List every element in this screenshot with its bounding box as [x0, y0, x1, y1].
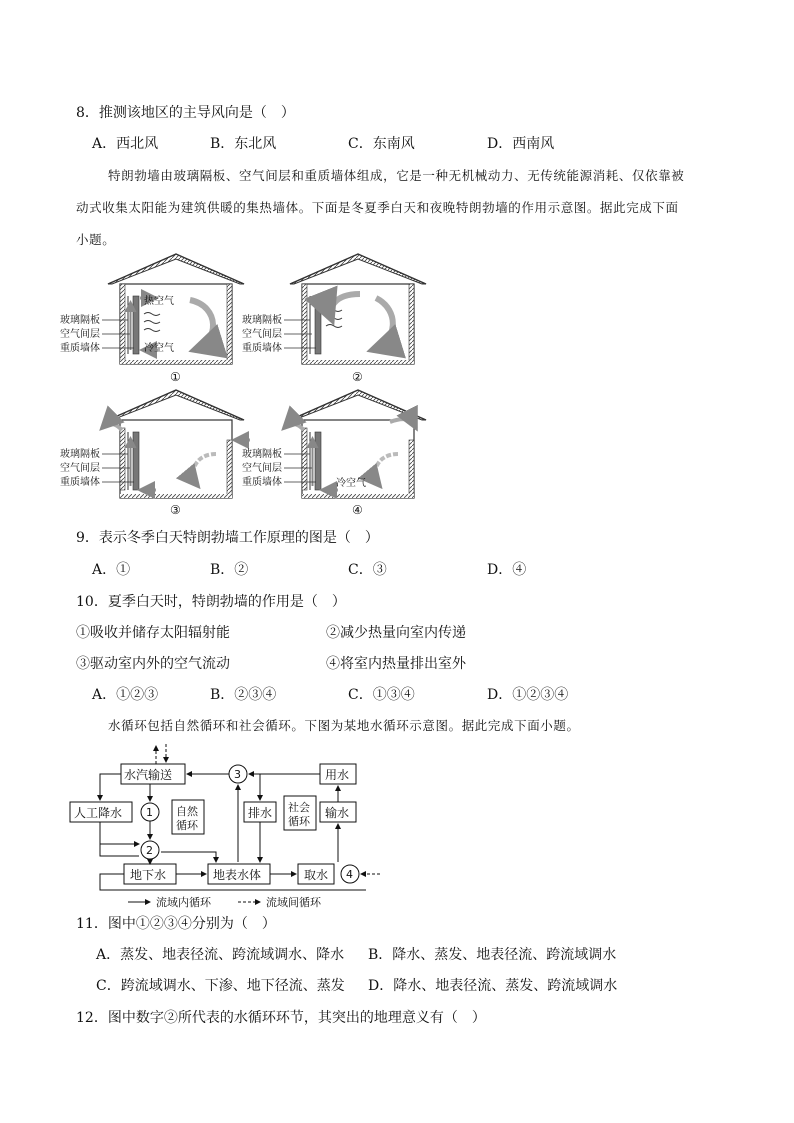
intro1-line1: 特朗勃墙由玻璃隔板、空气间层和重质墙体组成，它是一种无机械动力、无传统能源消耗、仅依靠被 — [108, 168, 685, 183]
panel-number-4: ④ — [352, 503, 363, 517]
q11-stem: 11．图中①②③④分别为（ ） — [76, 916, 276, 932]
intro1-line3: 小题。 — [76, 232, 116, 247]
intro2-line1: 水循环包括自然循环和社会循环。下图为某地水循环示意图。据此完成下面小题。 — [108, 718, 580, 733]
box-intake: 取水 — [304, 868, 329, 882]
q10-option-b: B．②③④ — [210, 687, 277, 703]
legend-inner: 流域内循环 — [156, 896, 211, 909]
box-surface-water: 地表水体 — [213, 868, 262, 882]
box-groundwater: 地下水 — [130, 868, 167, 882]
q10-stem: 10．夏季白天时，特朗勃墙的作用是（ ） — [76, 594, 346, 610]
box-social-cycle-2: 循环 — [288, 815, 310, 828]
q10-item-1: ①吸收并储存太阳辐射能 — [76, 625, 230, 641]
q8-option-c: C．东南风 — [348, 136, 415, 152]
box-natural-cycle-1: 自然 — [176, 805, 198, 818]
air-label-1: 空气间层 — [60, 329, 100, 340]
hot-air-label: 热空气 — [144, 296, 174, 307]
q9-stem: 9．表示冬季白天特朗勃墙工作原理的图是（ ） — [76, 530, 379, 546]
q8-option-b: B．东北风 — [210, 136, 277, 152]
glass-label-1: 玻璃隔板 — [60, 315, 100, 326]
cold-air-label: 冷空气 — [144, 343, 174, 354]
glass-label-4: 玻璃隔板 — [242, 449, 282, 460]
q10-option-a: A．①②③ — [92, 687, 159, 703]
q11-option-d: D．降水、地表径流、蒸发、跨流域调水 — [368, 978, 618, 994]
node-2: 2 — [146, 844, 153, 857]
node-1: 1 — [146, 806, 153, 819]
q11-option-a: A．蒸发、地表径流、跨流域调水、降水 — [96, 947, 345, 963]
q8-option-a: A．西北风 — [92, 136, 159, 152]
intro1-line2: 动式收集太阳能为建筑供暖的集热墙体。下面是冬夏季白天和夜晚特朗勃墙的作用示意图。据此完成下面 — [76, 200, 679, 215]
q8-option-d: D．西南风 — [487, 136, 555, 152]
box-vapor: 水汽输送 — [124, 768, 173, 782]
legend-inter: 流域间循环 — [266, 896, 321, 909]
cold-air-label-4: 冷空气 — [336, 478, 366, 489]
box-artificial-rain: 人工降水 — [74, 806, 123, 820]
q9-option-c: C．③ — [348, 562, 387, 578]
trombe-panel-3 — [60, 390, 250, 517]
q9-option-d: D．④ — [487, 562, 527, 578]
box-drainage: 排水 — [248, 806, 273, 820]
wall-label-1: 重质墙体 — [60, 343, 100, 354]
q11-option-c: C．跨流域调水、下渗、地下径流、蒸发 — [96, 978, 345, 994]
q9-option-a: A．① — [92, 562, 131, 578]
q11-option-b: B．降水、蒸发、地表径流、跨流域调水 — [368, 947, 617, 963]
q10-option-d: D．①②③④ — [487, 687, 569, 703]
box-water-transport: 输水 — [325, 806, 350, 820]
box-natural-cycle-2: 循环 — [176, 819, 198, 832]
q10-item-3: ③驱动室内外的空气流动 — [76, 656, 230, 672]
node-3: 3 — [234, 768, 241, 781]
trombe-wall-figure — [60, 250, 440, 520]
air-label-4: 空气间层 — [242, 463, 282, 474]
trombe-panel-2 — [242, 254, 426, 384]
q8-stem: 8．推测该地区的主导风向是（ ） — [76, 105, 295, 121]
wall-label-3: 重质墙体 — [60, 477, 100, 488]
q10-item-2: ②减少热量向室内传递 — [326, 625, 466, 641]
water-cycle-figure — [66, 740, 386, 910]
wall-label-4: 重质墙体 — [242, 477, 282, 488]
panel-number-2: ② — [352, 370, 363, 384]
panel-number-3: ③ — [170, 503, 181, 517]
wall-label-2: 重质墙体 — [242, 343, 282, 354]
glass-label-3: 玻璃隔板 — [60, 449, 100, 460]
air-label-3: 空气间层 — [60, 463, 100, 474]
q10-option-c: C．①③④ — [348, 687, 415, 703]
q10-item-4: ④将室内热量排出室外 — [326, 656, 466, 672]
box-social-cycle-1: 社会 — [288, 801, 310, 814]
box-water-use: 用水 — [325, 768, 350, 782]
trombe-panel-4 — [242, 390, 426, 517]
q9-option-b: B．② — [210, 562, 249, 578]
q12-stem: 12．图中数字②所代表的水循环环节，其突出的地理意义有（ ） — [76, 1010, 486, 1026]
glass-label-2: 玻璃隔板 — [242, 315, 282, 326]
panel-number-1: ① — [170, 370, 181, 384]
trombe-panel-1 — [60, 254, 244, 384]
air-label-2: 空气间层 — [242, 329, 282, 340]
node-4: 4 — [346, 868, 353, 881]
